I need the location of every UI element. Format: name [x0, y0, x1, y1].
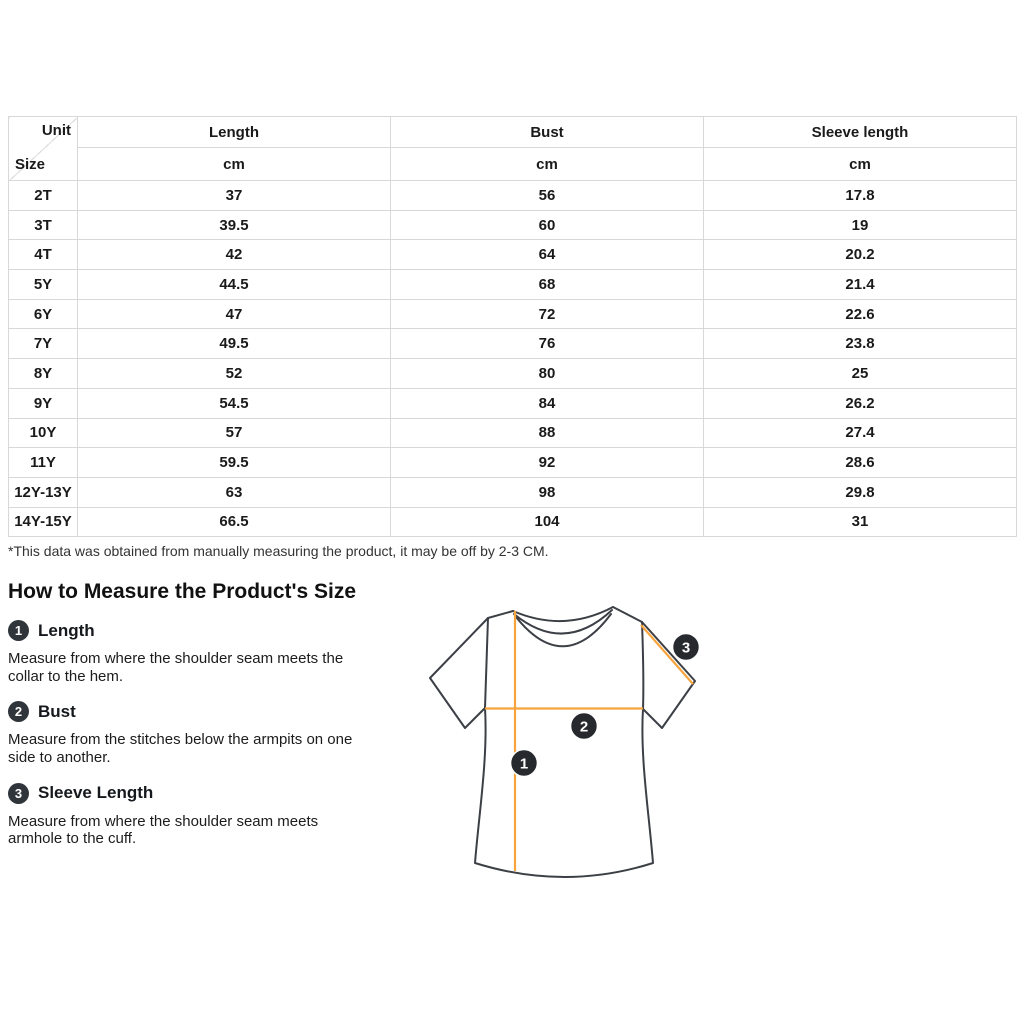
bust-cell: 88	[391, 418, 704, 448]
table-row	[9, 477, 1017, 507]
size-cell: 9Y	[9, 388, 78, 418]
unit-cell-bust: cm	[391, 148, 704, 181]
bust-cell: 72	[391, 299, 704, 329]
sleeve-cell: 28.6	[704, 448, 1017, 478]
table-row	[9, 418, 1017, 448]
length-cell: 57	[78, 418, 391, 448]
size-cell: 5Y	[9, 270, 78, 300]
table-row	[9, 270, 1017, 300]
svg-text:1: 1	[519, 755, 529, 773]
length-cell: 52	[78, 359, 391, 389]
tshirt-body-outline	[475, 618, 653, 877]
diagram-badge-1	[511, 750, 538, 777]
unit-cell-length: cm	[78, 148, 391, 181]
how-to-measure-heading: How to Measure the Product's Size	[8, 580, 357, 604]
size-cell: 7Y	[9, 329, 78, 359]
svg-text:2: 2	[579, 718, 589, 736]
corner-unit-label: Unit	[41, 122, 71, 139]
column-header-sleeve-length: Sleeve length	[704, 117, 1017, 148]
size-cell: 14Y-15Y	[9, 507, 78, 537]
sleeve-cell: 31	[704, 507, 1017, 537]
sleeve-cell: 26.2	[704, 388, 1017, 418]
length-cell: 66.5	[78, 507, 391, 537]
bust-cell: 98	[391, 477, 704, 507]
svg-text:3: 3	[681, 639, 691, 657]
size-cell: 4T	[9, 240, 78, 270]
sleeve-cell: 29.8	[704, 477, 1017, 507]
sleeve-cell: 23.8	[704, 329, 1017, 359]
bust-cell: 84	[391, 388, 704, 418]
table-row	[9, 359, 1017, 389]
size-cell: 3T	[9, 210, 78, 240]
measure-item-label: Bust	[38, 701, 76, 721]
bust-cell: 92	[391, 448, 704, 478]
bust-cell: 80	[391, 359, 704, 389]
diagram-badge-3	[673, 634, 700, 661]
bust-cell: 76	[391, 329, 704, 359]
number-2-badge: 2	[8, 701, 29, 722]
sleeve-cell: 21.4	[704, 270, 1017, 300]
length-cell: 63	[78, 477, 391, 507]
bust-cell: 60	[391, 210, 704, 240]
table-row	[9, 240, 1017, 270]
size-cell: 12Y-13Y	[9, 477, 78, 507]
size-cell: 2T	[9, 181, 78, 211]
bust-cell: 64	[391, 240, 704, 270]
measure-item-label: Length	[38, 620, 95, 640]
sleeve-cell: 27.4	[704, 418, 1017, 448]
table-row	[9, 210, 1017, 240]
tshirt-left-sleeve	[430, 611, 513, 728]
table-row	[9, 388, 1017, 418]
bust-cell: 56	[391, 181, 704, 211]
column-header-length: Length	[78, 117, 391, 148]
length-cell: 54.5	[78, 388, 391, 418]
table-row	[9, 507, 1017, 537]
measure-item-label: Sleeve Length	[38, 783, 154, 803]
table-row	[9, 181, 1017, 211]
length-cell: 49.5	[78, 329, 391, 359]
length-cell: 47	[78, 299, 391, 329]
length-cell: 39.5	[78, 210, 391, 240]
size-cell: 8Y	[9, 359, 78, 389]
unit-cell-sleeve: cm	[704, 148, 1017, 181]
table-row	[9, 329, 1017, 359]
number-3-badge: 3	[8, 783, 29, 804]
corner-size-label: Size	[15, 156, 46, 173]
table-row	[9, 299, 1017, 329]
sleeve-cell: 22.6	[704, 299, 1017, 329]
length-cell: 59.5	[78, 448, 391, 478]
tshirt-measurement-diagram	[425, 588, 717, 888]
diagram-badge-2	[571, 713, 598, 740]
column-header-bust: Bust	[391, 117, 704, 148]
length-cell: 42	[78, 240, 391, 270]
sleeve-cell: 19	[704, 210, 1017, 240]
sleeve-cell: 25	[704, 359, 1017, 389]
length-cell: 44.5	[78, 270, 391, 300]
length-cell: 37	[78, 181, 391, 211]
size-chart-table	[8, 116, 1017, 537]
measurement-disclaimer: *This data was obtained from manually measuring the product, it may be off by 2-3 CM.	[8, 543, 549, 560]
number-1-badge: 1	[8, 620, 29, 641]
measure-item-description: Measure from the stitches below the armpits on one side to another.	[8, 731, 353, 767]
bust-cell: 68	[391, 270, 704, 300]
sleeve-cell: 17.8	[704, 181, 1017, 211]
unit-size-corner-cell	[9, 117, 78, 181]
size-cell: 10Y	[9, 418, 78, 448]
tshirt-collar	[513, 607, 613, 646]
tshirt-right-sleeve	[613, 607, 695, 728]
sleeve-cell: 20.2	[704, 240, 1017, 270]
table-row	[9, 448, 1017, 478]
measure-item-description: Measure from where the shoulder seam meets armhole to the cuff.	[8, 812, 319, 848]
measure-item-description: Measure from where the shoulder seam meets the collar to the hem.	[8, 650, 344, 685]
size-cell: 11Y	[9, 448, 78, 478]
bust-cell: 104	[391, 507, 704, 537]
size-cell: 6Y	[9, 299, 78, 329]
